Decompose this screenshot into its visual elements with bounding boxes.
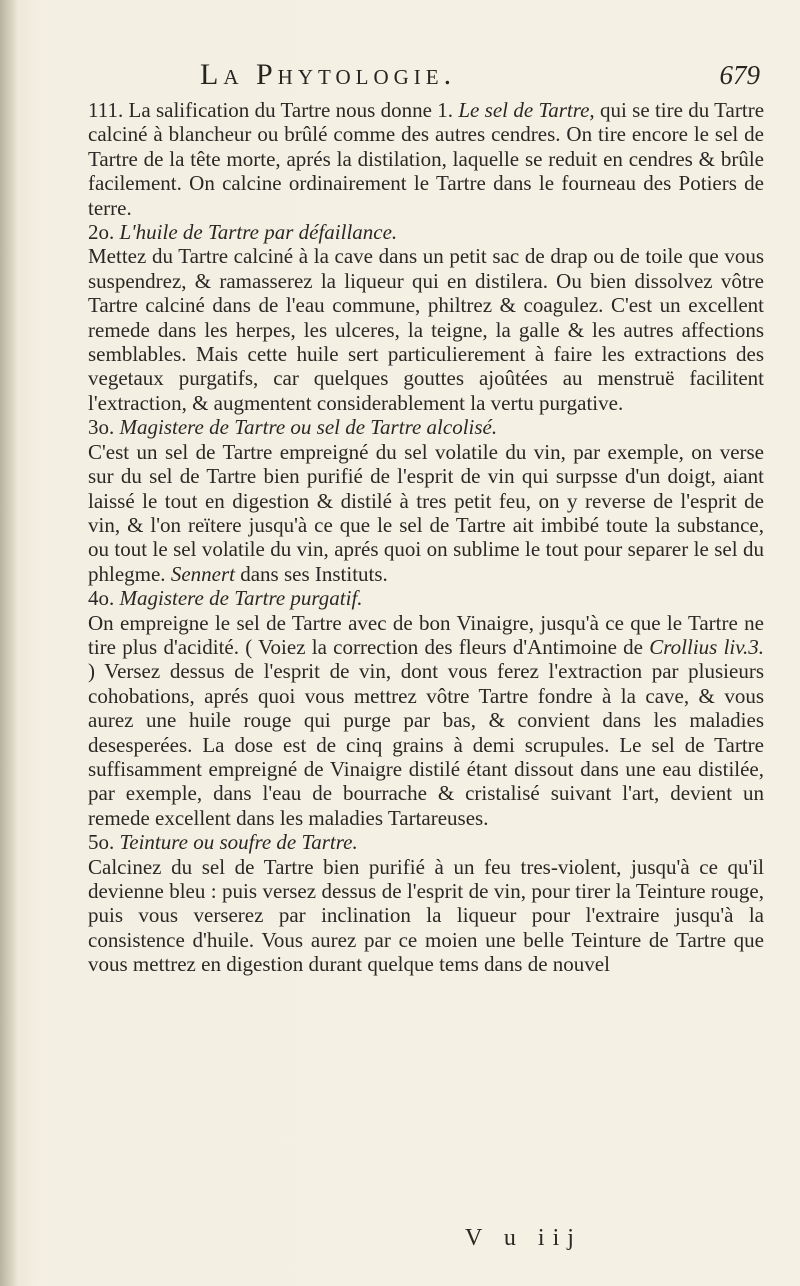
running-title: La Phytologie. — [200, 58, 457, 91]
paragraph-text-continued: qui se tire du Tartre calciné à blancheur ou brûlé comme des autres cendres. On tire encore le sel de Tartre de la tête morte, aprés la distilation, laquelle se reduit en cendres & brûle facilement. On calcine ordinairement le Tartre dans le fourneau des Potiers de terre. — [88, 98, 765, 220]
section-body-text: On empreigne le sel de Tartre avec de bon Vinaigre, jusqu'à ce que le Tartre ne tire plus d'acidité. ( Voiez la correction des fleurs d'Antimoine de — [88, 610, 764, 659]
section-body-italic: Crollius liv.3. — [643, 634, 764, 659]
section-body-2 — [88, 244, 764, 415]
page-gutter — [0, 0, 18, 1286]
section-body-text: C'est un sel de Tartre empreigné du sel volatile du vin, par exemple, on verse sur du sel de Tartre bien purifié de l'esprit de vin qui surpsse d'un doigt, aiant laissé le tout en digestion & distilé à tres petit feu, on y reverse de l'esprit de vin, & l'on reïtere jusqu'à ce que le sel de Tartre ait imbibé toute la substance, ou tout le sel volatile du vin, aprés quoi on sublime le tout pour separer le sel du phlegme. — [88, 439, 764, 586]
paragraph-italic: Le sel de Tartre, — [458, 98, 595, 122]
section-body-5 — [88, 855, 764, 977]
section-heading-3 — [88, 415, 764, 439]
section-number: 5o. — [88, 830, 115, 855]
page-number: 679 — [719, 60, 760, 90]
section-body-end: dans ses Instituts. — [234, 561, 388, 586]
section-heading-2 — [88, 220, 764, 244]
section-title: L'huile de Tartre par défaillance. — [119, 220, 398, 245]
paragraph-number: 111. — [88, 98, 124, 122]
section-number: 4o. — [88, 586, 115, 611]
section-heading-5 — [88, 830, 764, 854]
page-header — [200, 58, 760, 92]
signature-mark: V u iij — [465, 1225, 582, 1251]
section-number: 3o. — [88, 415, 115, 440]
page-text — [88, 98, 764, 977]
section-body-end: ) Versez dessus de l'esprit de vin, dont vous ferez l'extraction par plusieurs cohobations, aprés quoi vous mettrez vôtre Tartre fondre à la cave, & vous aurez une huile rouge qui purge par bas, & convient dans les maladies desesperées. La dose est de cinq grains à demi scrupules. Le sel de Tartre suffisamment empreigné de Vinaigre distilé étant dissout dans une eau distilée, par exemple, dans l'eau de bourrache & cristalisé suivant l'art, devient un remede excellent dans les maladies Tartareuses. — [88, 659, 764, 830]
section-title: Magistere de Tartre ou sel de Tartre alcolisé. — [119, 415, 498, 440]
section-number: 2o. — [88, 220, 115, 245]
section-body-4 — [88, 611, 764, 831]
section-title: Magistere de Tartre purgatif. — [119, 586, 363, 611]
section-title: Teinture ou soufre de Tartre. — [119, 830, 358, 855]
paragraph-text: La salification du Tartre nous donne 1. — [123, 98, 459, 122]
section-body-italic: Sennert — [165, 561, 235, 586]
section-body-text: Calcinez du sel de Tartre bien purifié à un feu tres-violent, jusqu'à ce qu'il devienne bleu : puis versez dessus de l'esprit de vin, pour tirer la Teinture rouge, puis vous verserez par inclination la liqueur pour l'extraire jusqu'à la consistence d'huile. Vous aurez par ce moien une belle Teinture de Tartre que vous mettrez en digestion durant quelque tems dans de nouvel — [88, 854, 764, 977]
section-heading-4 — [88, 586, 764, 610]
paragraph-111 — [88, 98, 764, 220]
section-body-3 — [88, 440, 764, 586]
section-body-text: Mettez du Tartre calciné à la cave dans un petit sac de drap ou de toile que vous suspendrez, & ramasserez la liqueur qui en distilera. Ou bien dissolvez vôtre Tartre calciné dans de l'eau commune, philtrez & coagulez. C'est un excellent remede dans les herpes, les ulceres, la teigne, la galle & les autres affections semblables. Mais cette huile sert particulierement à faire les extractions des vegetaux purgatifs, car quelques gouttes ajoûtées au menstruë facilitent l'extraction, & augmentent considerablement la vertu purgative. — [88, 244, 764, 415]
